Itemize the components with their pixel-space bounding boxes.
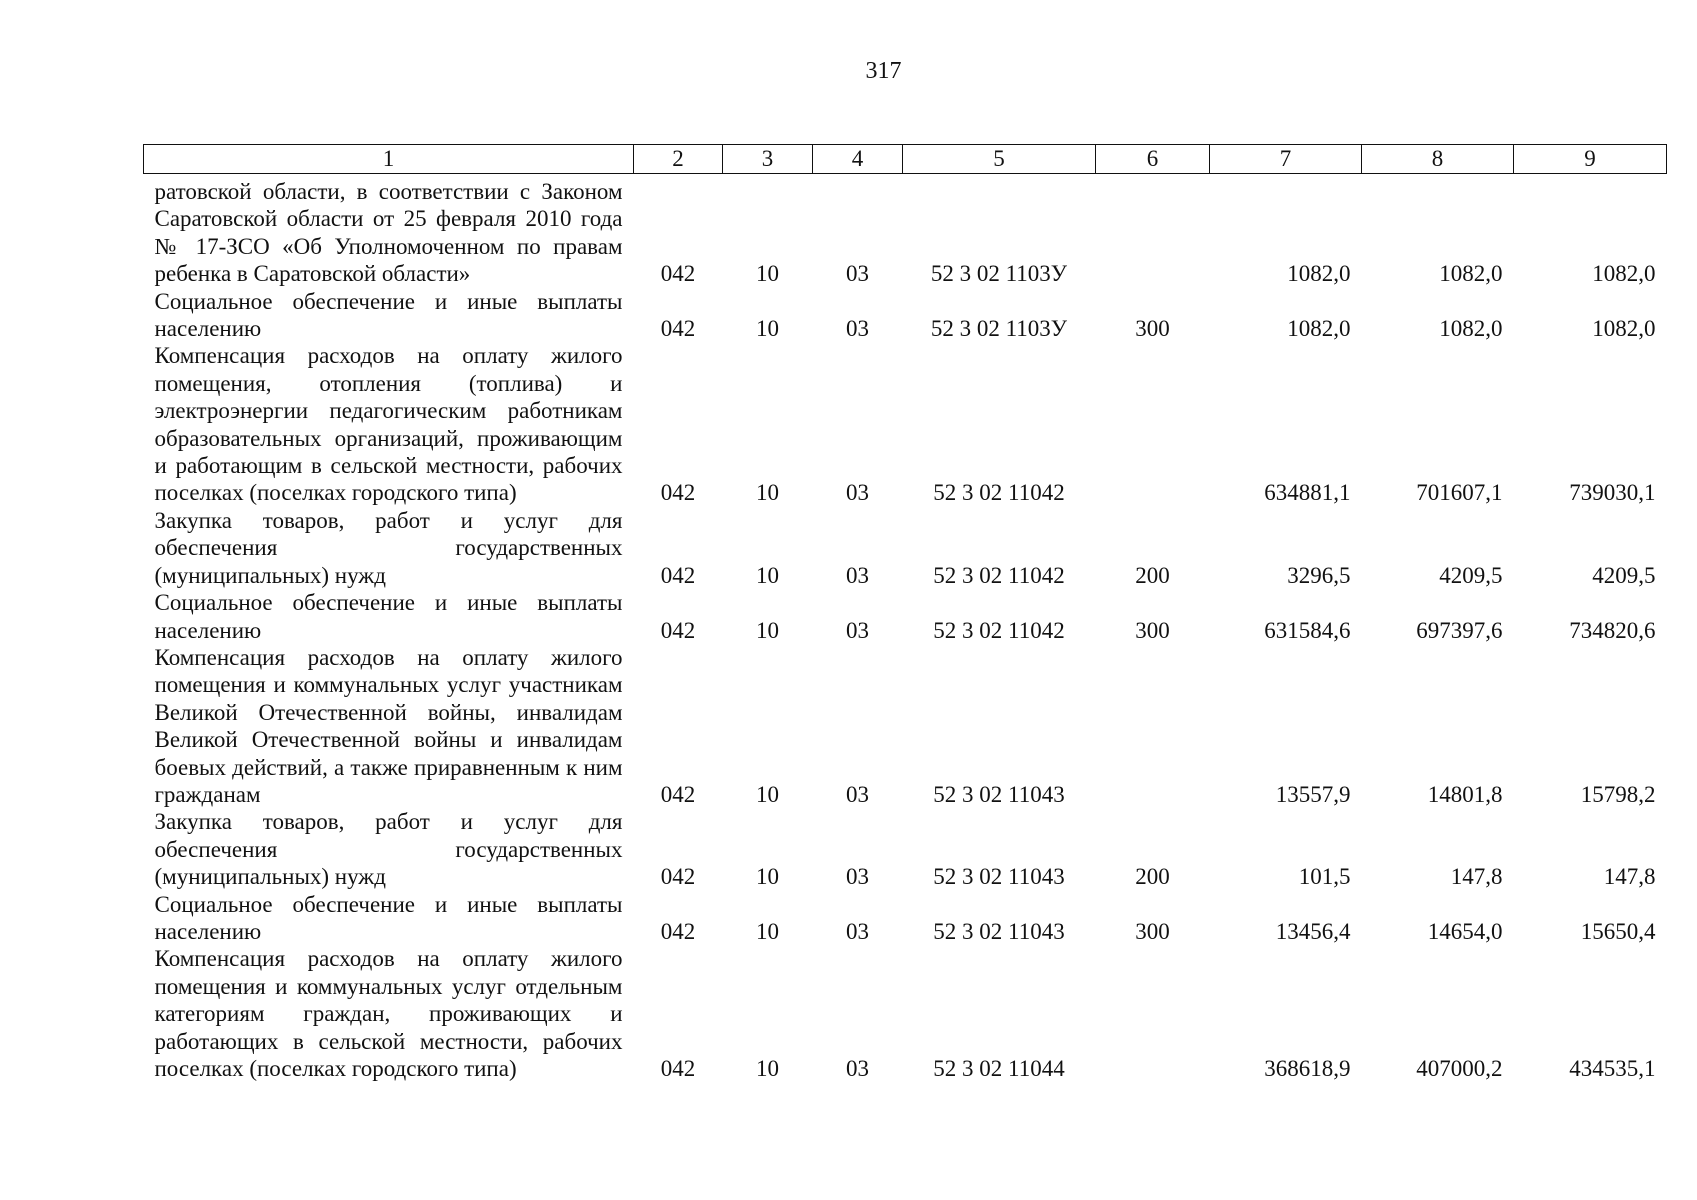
row-name: Социальное обеспечение и иные выплаты населению [154, 288, 623, 342]
table-header-row [144, 145, 1667, 174]
target-article-code: 52 3 02 1103У [930, 261, 1068, 287]
table-row [144, 342, 1667, 506]
expense-type-code: 200 [1135, 562, 1170, 588]
admin-code: 042 [660, 261, 696, 287]
page-number: 317 [865, 58, 902, 84]
table-row [144, 808, 1667, 890]
section-code: 10 [756, 617, 779, 643]
row-name: Социальное обеспечение и иные выплаты населению [154, 590, 623, 643]
amount-year-3: 1082,0 [1592, 261, 1656, 287]
amount-year-1: 13456,4 [1275, 918, 1351, 944]
table-row [144, 589, 1667, 644]
column-header: 8 [1362, 145, 1514, 174]
column-header: 1 [144, 145, 634, 174]
amount-year-2: 701607,1 [1416, 480, 1503, 506]
table-row [144, 288, 1667, 343]
amount-year-2: 14801,8 [1427, 781, 1503, 807]
subsection-code: 03 [846, 316, 869, 342]
amount-year-3: 739030,1 [1569, 480, 1656, 506]
column-header: 5 [903, 145, 1096, 174]
expense-type-code [1096, 174, 1210, 288]
amount-year-2: 1082,0 [1439, 261, 1503, 287]
row-name: Компенсация расходов на оплату жилого помещения и коммунальных услуг участникам Великой Отечественной войны, инвалидам Великой Отечественной войны и инвалидам боевых действий, а также приравненным к ним гражданам [154, 644, 623, 807]
column-header: 2 [634, 145, 723, 174]
amount-year-1: 1082,0 [1287, 261, 1351, 287]
target-article-code: 52 3 02 11042 [933, 617, 1065, 643]
amount-year-3: 1082,0 [1592, 316, 1656, 342]
subsection-code: 03 [846, 1056, 869, 1081]
amount-year-3: 147,8 [1603, 864, 1656, 890]
target-article-code: 52 3 02 1103У [930, 316, 1068, 342]
column-header: 9 [1514, 145, 1667, 174]
column-header: 3 [723, 145, 813, 174]
section-code: 10 [756, 480, 779, 506]
subsection-code: 03 [846, 480, 869, 506]
target-article-code: 52 3 02 11043 [933, 864, 1065, 890]
row-name: Социальное обеспечение и иные выплаты населению [154, 891, 623, 944]
amount-year-1: 13557,9 [1275, 781, 1351, 807]
amount-year-2: 407000,2 [1416, 1056, 1503, 1081]
subsection-code: 03 [846, 617, 869, 643]
section-code: 10 [756, 261, 779, 287]
expense-type-code: 300 [1135, 918, 1170, 944]
expense-type-code [1096, 945, 1210, 1082]
subsection-code: 03 [846, 562, 869, 588]
amount-year-3: 15798,2 [1580, 781, 1656, 807]
amount-year-2: 14654,0 [1427, 918, 1503, 944]
table-row [144, 891, 1667, 946]
amount-year-3: 434535,1 [1569, 1056, 1656, 1081]
admin-code: 042 [660, 480, 696, 506]
admin-code: 042 [660, 617, 696, 643]
amount-year-1: 101,5 [1298, 864, 1351, 890]
subsection-code: 03 [846, 918, 869, 944]
target-article-code: 52 3 02 11043 [933, 918, 1065, 944]
column-header: 6 [1096, 145, 1210, 174]
expense-type-code [1096, 342, 1210, 506]
expense-type-code [1096, 644, 1210, 808]
row-name: ратовской области, в соответствии с Законом Саратовской области от 25 февраля 2010 года № 17-ЗСО «Об Уполномоченном по правам ребенка в Саратовской области» [154, 179, 623, 287]
target-article-code: 52 3 02 11042 [933, 562, 1065, 588]
amount-year-1: 631584,6 [1264, 617, 1351, 643]
amount-year-1: 3296,5 [1287, 562, 1351, 588]
row-name: Компенсация расходов на оплату жилого помещения, отопления (топлива) и электроэнергии педагогическим работникам образовательных организаций, проживающим и работающим в сельской местности, рабочих поселках (поселках городского типа) [154, 343, 623, 506]
table-row [144, 174, 1667, 288]
target-article-code: 52 3 02 11044 [933, 1056, 1065, 1081]
budget-table [143, 144, 1667, 1082]
amount-year-2: 1082,0 [1439, 316, 1503, 342]
row-name: Компенсация расходов на оплату жилого помещения и коммунальных услуг отдельным категориям граждан, проживающих и работающих в сельской местности, рабочих поселках (поселках городского типа) [154, 946, 623, 1081]
expense-type-code: 300 [1135, 617, 1170, 643]
column-header: 7 [1210, 145, 1362, 174]
amount-year-3: 4209,5 [1592, 562, 1656, 588]
admin-code: 042 [660, 781, 696, 807]
amount-year-1: 634881,1 [1264, 480, 1351, 506]
section-code: 10 [756, 864, 779, 890]
column-header: 4 [813, 145, 903, 174]
amount-year-3: 15650,4 [1580, 918, 1656, 944]
admin-code: 042 [660, 1056, 696, 1081]
section-code: 10 [756, 1056, 779, 1081]
subsection-code: 03 [846, 781, 869, 807]
table-row [144, 507, 1667, 589]
subsection-code: 03 [846, 261, 869, 287]
amount-year-3: 734820,6 [1569, 617, 1656, 643]
subsection-code: 03 [846, 864, 869, 890]
target-article-code: 52 3 02 11042 [933, 480, 1065, 506]
section-code: 10 [756, 316, 779, 342]
admin-code: 042 [660, 918, 696, 944]
amount-year-2: 697397,6 [1416, 617, 1503, 643]
admin-code: 042 [660, 562, 696, 588]
amount-year-1: 1082,0 [1287, 316, 1351, 342]
amount-year-2: 4209,5 [1439, 562, 1503, 588]
target-article-code: 52 3 02 11043 [933, 781, 1065, 807]
row-name: Закупка товаров, работ и услуг для обеспечения государственных (муниципальных) нужд [154, 507, 623, 588]
table-row [144, 945, 1667, 1082]
section-code: 10 [756, 562, 779, 588]
section-code: 10 [756, 781, 779, 807]
expense-type-code: 200 [1135, 864, 1170, 890]
expense-type-code: 300 [1135, 316, 1170, 342]
amount-year-2: 147,8 [1450, 864, 1503, 890]
amount-year-1: 368618,9 [1264, 1056, 1351, 1081]
row-name: Закупка товаров, работ и услуг для обеспечения государственных (муниципальных) нужд [154, 809, 623, 890]
admin-code: 042 [660, 864, 696, 890]
section-code: 10 [756, 918, 779, 944]
table-row [144, 644, 1667, 808]
admin-code: 042 [660, 316, 696, 342]
